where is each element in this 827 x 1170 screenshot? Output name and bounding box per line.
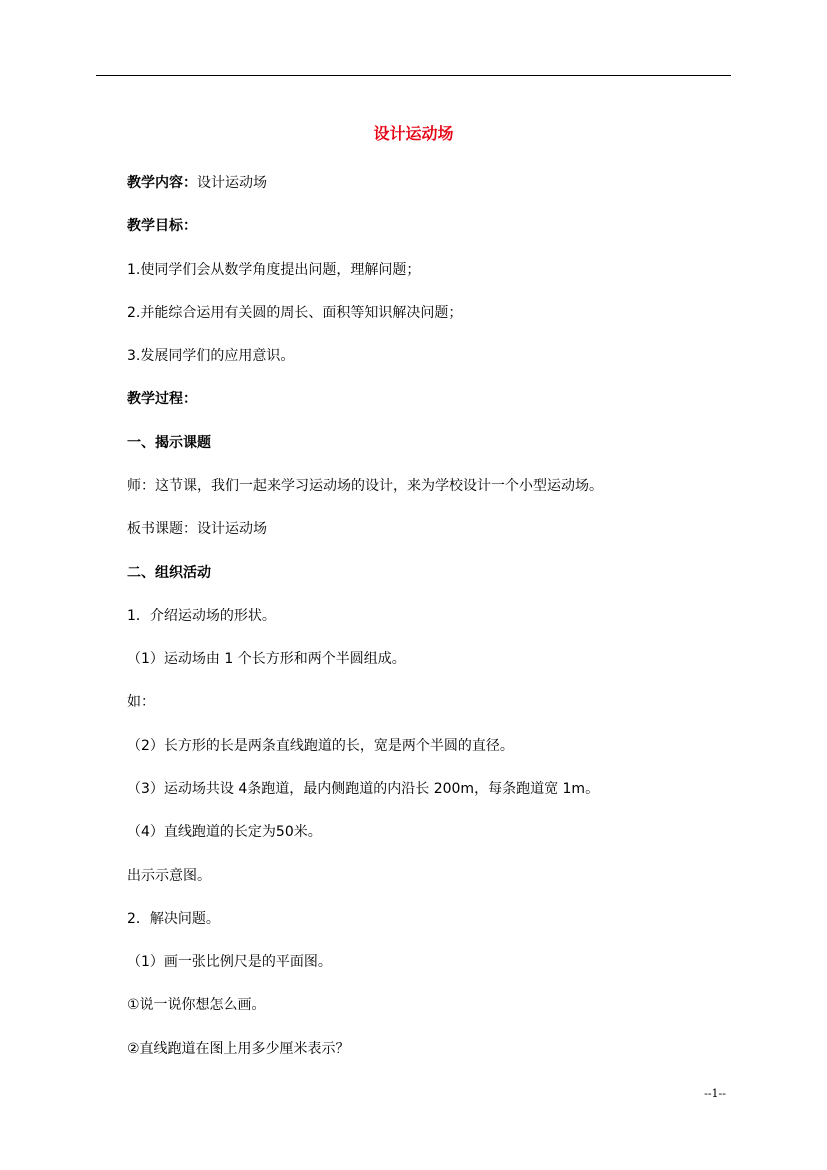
paragraph: 2．解决问题。 bbox=[127, 911, 220, 927]
header-rule bbox=[96, 75, 731, 76]
paragraph: 如： bbox=[127, 694, 155, 710]
paragraph: 1．介绍运动场的形状。 bbox=[127, 608, 276, 624]
goal-item: 2.并能综合运用有关圆的周长、面积等知识解决问题； bbox=[127, 305, 463, 321]
goals-heading: 教学目标： bbox=[127, 218, 197, 234]
document-title: 设计运动场 bbox=[373, 124, 454, 143]
paragraph: （2）长方形的长是两条直线跑道的长，宽是两个半圆的直径。 bbox=[127, 738, 514, 754]
paragraph: 出示示意图。 bbox=[127, 868, 211, 884]
paragraph: （1）运动场由 1 个长方形和两个半圆组成。 bbox=[127, 651, 406, 667]
section2-heading: 二、组织活动 bbox=[127, 565, 211, 581]
paragraph: （3）运动场共设 4条跑道，最内侧跑道的内沿长 200m，每条跑道宽 1m。 bbox=[127, 781, 600, 797]
paragraph: ①说一说你想怎么画。 bbox=[127, 997, 266, 1013]
process-heading: 教学过程： bbox=[127, 391, 197, 407]
goal-item: 3.发展同学们的应用意识。 bbox=[127, 348, 295, 364]
content-line bbox=[127, 173, 267, 193]
section1-heading: 一、揭示课题 bbox=[127, 435, 211, 451]
content-value: 设计运动场 bbox=[197, 175, 267, 191]
paragraph: （1）画一张比例尺是的平面图。 bbox=[127, 954, 332, 970]
content-label: 教学内容： bbox=[127, 175, 197, 191]
paragraph: （4）直线跑道的长定为50米。 bbox=[127, 824, 322, 840]
page-number: --1-- bbox=[704, 1087, 726, 1100]
paragraph: ②直线跑道在图上用多少厘米表示？ bbox=[127, 1041, 350, 1057]
paragraph: 板书课题：设计运动场 bbox=[127, 521, 267, 537]
goal-item: 1.使同学们会从数学角度提出问题，理解问题； bbox=[127, 262, 421, 278]
paragraph: 师：这节课，我们一起来学习运动场的设计，来为学校设计一个小型运动场。 bbox=[127, 478, 603, 494]
